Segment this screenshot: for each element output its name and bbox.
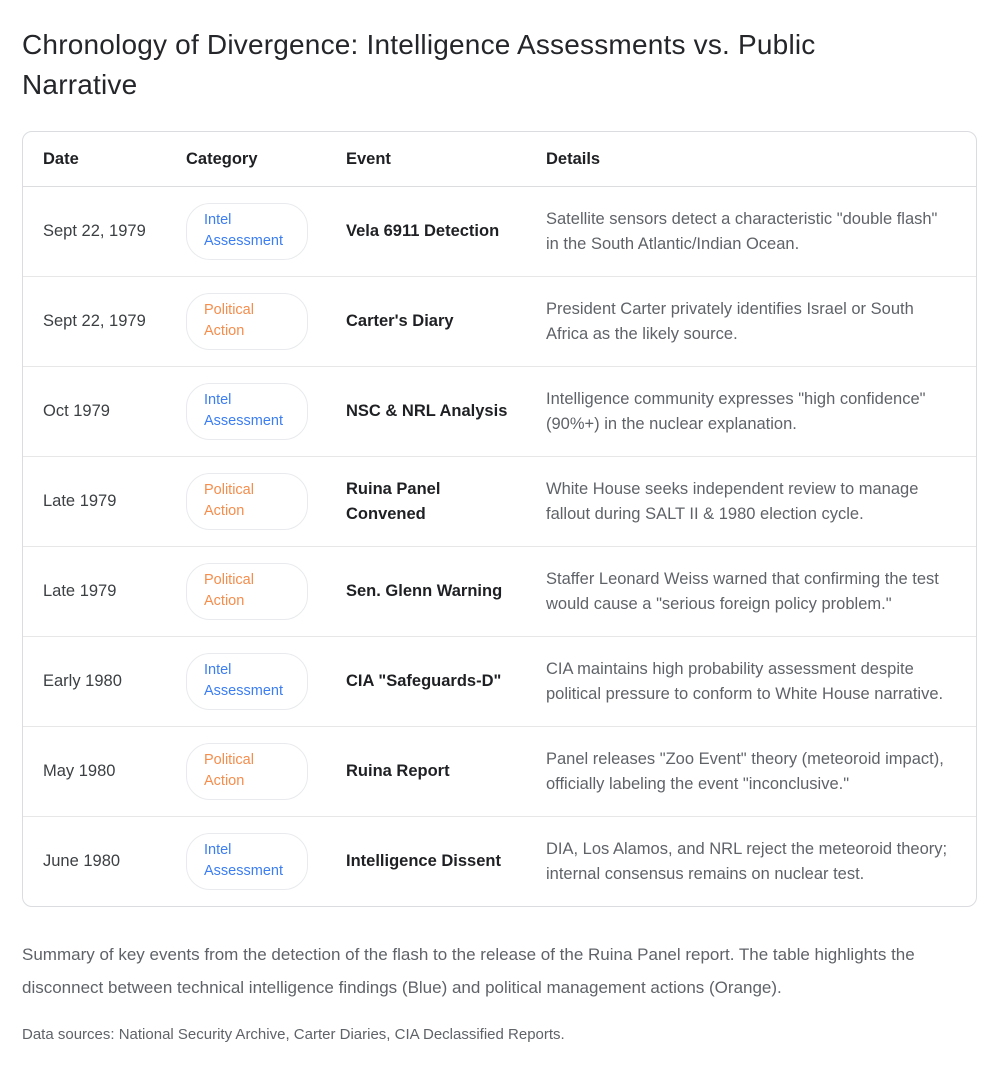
page-title: Chronology of Divergence: Intelligence Assessments vs. Public Narrative bbox=[22, 29, 816, 100]
chronology-table-card bbox=[22, 131, 977, 907]
row-date: Sept 22, 1979 bbox=[43, 312, 146, 330]
table-row-2 bbox=[23, 277, 976, 367]
row-details: Satellite sensors detect a characteristic "double flash" in the South Atlantic/Indian Ocean. bbox=[546, 209, 938, 253]
row-date: Early 1980 bbox=[43, 672, 122, 690]
row-category-cell bbox=[186, 187, 346, 277]
row-category-cell bbox=[186, 727, 346, 817]
row-event: Vela 6911 Detection bbox=[346, 222, 500, 240]
table-row-7 bbox=[23, 727, 976, 817]
row-event: CIA "Safeguards-D" bbox=[346, 672, 502, 690]
row-date: Oct 1979 bbox=[43, 402, 110, 420]
column-header-date: Date bbox=[43, 150, 79, 168]
row-details: Panel releases "Zoo Event" theory (meteoroid impact), officially labeling the event "inconclusive." bbox=[546, 749, 944, 793]
column-header-details: Details bbox=[546, 150, 601, 168]
row-details: Staffer Leonard Weiss warned that confirming the test would cause a "serious foreign policy problem." bbox=[546, 569, 939, 613]
table-row-3 bbox=[23, 367, 976, 457]
chronology-table bbox=[23, 132, 976, 906]
category-badge: Political Action bbox=[186, 563, 308, 620]
row-event: Sen. Glenn Warning bbox=[346, 582, 503, 600]
row-date: June 1980 bbox=[43, 852, 121, 870]
row-category-cell bbox=[186, 547, 346, 637]
column-header-category: Category bbox=[186, 150, 258, 168]
row-date: May 1980 bbox=[43, 762, 116, 780]
table-row-5 bbox=[23, 547, 976, 637]
row-details: Intelligence community expresses "high confidence" (90%+) in the nuclear explanation. bbox=[546, 389, 926, 433]
row-date: Late 1979 bbox=[43, 492, 117, 510]
category-badge: Intel Assessment bbox=[186, 383, 308, 440]
row-category-cell bbox=[186, 817, 346, 907]
table-row-1 bbox=[23, 187, 976, 277]
row-details: CIA maintains high probability assessment despite political pressure to conform to White House narrative. bbox=[546, 659, 944, 703]
row-category-cell bbox=[186, 637, 346, 727]
table-header-row bbox=[23, 132, 976, 187]
row-category-cell bbox=[186, 457, 346, 547]
row-event: Ruina Panel Convened bbox=[346, 479, 441, 523]
data-sources-note: Data sources: National Security Archive, Carter Diaries, CIA Declassified Reports. bbox=[22, 1026, 565, 1043]
row-category-cell bbox=[186, 277, 346, 367]
category-badge: Intel Assessment bbox=[186, 653, 308, 710]
row-date: Sept 22, 1979 bbox=[43, 222, 146, 240]
row-event: NSC & NRL Analysis bbox=[346, 402, 508, 420]
row-event: Ruina Report bbox=[346, 762, 450, 780]
row-category-cell bbox=[186, 367, 346, 457]
row-details: White House seeks independent review to manage fallout during SALT II & 1980 election cycle. bbox=[546, 479, 919, 523]
row-event: Carter's Diary bbox=[346, 312, 454, 330]
table-row-4 bbox=[23, 457, 976, 547]
table-row-6 bbox=[23, 637, 976, 727]
column-header-event: Event bbox=[346, 150, 391, 168]
category-badge: Political Action bbox=[186, 293, 308, 350]
row-date: Late 1979 bbox=[43, 582, 117, 600]
row-event: Intelligence Dissent bbox=[346, 852, 501, 870]
row-details: President Carter privately identifies Israel or South Africa as the likely source. bbox=[546, 299, 914, 343]
category-badge: Political Action bbox=[186, 743, 308, 800]
table-row-8 bbox=[23, 817, 976, 907]
category-badge: Intel Assessment bbox=[186, 203, 308, 260]
summary-caption: Summary of key events from the detection of the flash to the release of the Ruina Panel report. The table highlights the disconnect between technical intelligence findings (Blue) and political management actions (Orange). bbox=[22, 945, 915, 997]
category-badge: Intel Assessment bbox=[186, 833, 308, 890]
row-details: DIA, Los Alamos, and NRL reject the meteoroid theory; internal consensus remains on nuclear test. bbox=[546, 839, 948, 883]
category-badge: Political Action bbox=[186, 473, 308, 530]
